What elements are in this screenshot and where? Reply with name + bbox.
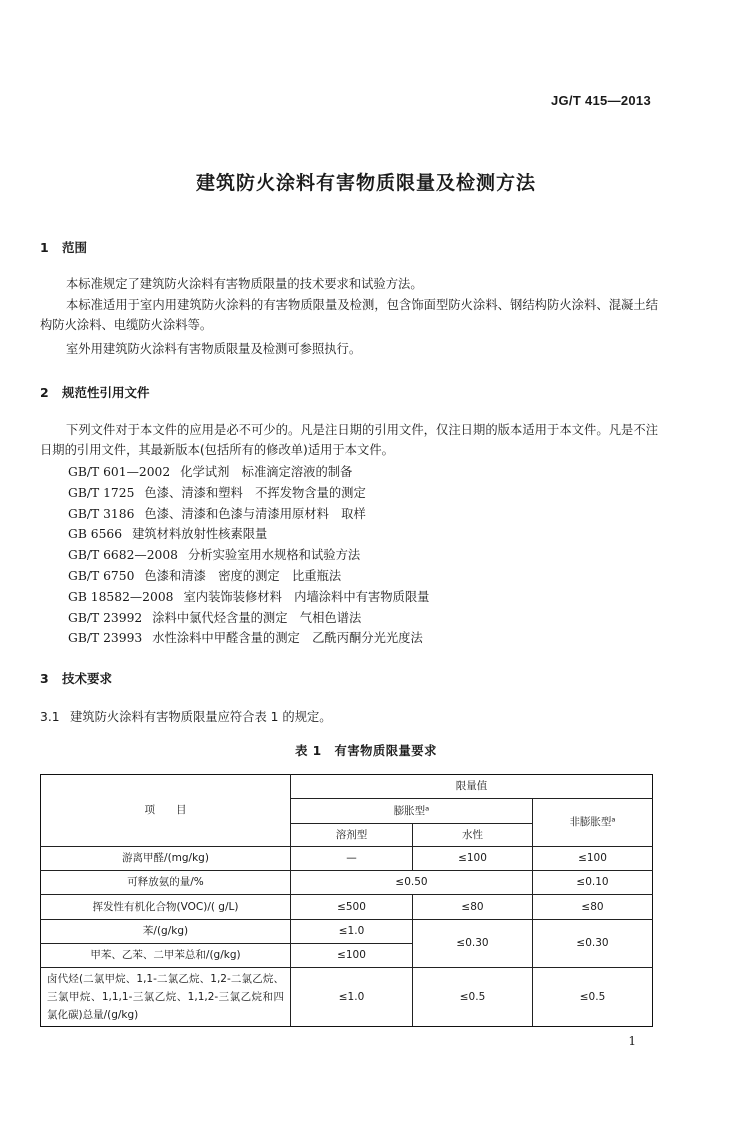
cell-halo-non: ≤0.5 [533, 968, 653, 1027]
row-item-halogenated: 卤代烃(二氯甲烷、1,1-二氯乙烷、1,2-二氯乙烷、三氯甲烷、1,1,1-三氯乙烷、1,1,2-三氯乙烷和四氯化碳)总量/(g/kg) [41, 968, 291, 1027]
cell-voc-non: ≤80 [533, 895, 653, 920]
reference-title: 色漆和清漆 密度的测定 比重瓶法 [144, 568, 342, 583]
reference-code: GB/T 3186 [68, 506, 135, 521]
cell-formaldehyde-non: ≤100 [533, 847, 653, 871]
section-2-heading [40, 383, 150, 401]
document-title: 建筑防火涂料有害物质限量及检测方法 [195, 172, 536, 194]
cell-btx-solvent: ≤100 [291, 944, 413, 968]
cell-ammonia-intumescent: ≤0.50 [291, 871, 533, 895]
table-row [41, 895, 653, 920]
header-limit: 限量值 [291, 775, 653, 799]
table-row [41, 920, 653, 944]
cell-ammonia-non: ≤0.10 [533, 871, 653, 895]
header-non-intumescent: 非膨胀型ᵃ [533, 799, 653, 847]
cell-voc-water: ≤80 [413, 895, 533, 920]
cell-benzene-solvent: ≤1.0 [291, 920, 413, 944]
row-item-voc: 挥发性有机化合物(VOC)/( g/L) [41, 895, 291, 920]
standard-number: JG/T 415—2013 [550, 93, 651, 108]
reference-code: GB/T 6682—2008 [68, 548, 178, 563]
table-1-limits [40, 774, 653, 1027]
reference-title: 水性涂料中甲醛含量的测定 乙酰丙酮分光光度法 [152, 631, 423, 646]
table-header-row [41, 775, 653, 799]
clause-number: 3.1 [40, 710, 60, 724]
table-row [41, 847, 653, 871]
reference-code: GB/T 23992 [68, 610, 143, 625]
table-row [41, 968, 653, 1027]
section-1-number: 1 [40, 240, 49, 255]
reference-title: 涂料中氯代烃含量的测定 气相色谱法 [152, 610, 362, 625]
row-item-btx: 甲苯、乙苯、二甲苯总和/(g/kg) [41, 944, 291, 968]
section-1-para-1: 本标准规定了建筑防火涂料有害物质限量的技术要求和试验方法。 [66, 277, 423, 291]
section-3-heading [40, 669, 112, 687]
reference-code: GB 18582—2008 [68, 589, 174, 604]
reference-item [68, 587, 429, 608]
header-solvent: 溶剂型 [291, 824, 413, 847]
reference-item [68, 524, 429, 545]
section-2-intro: 下列文件对于本文件的应用是必不可少的。凡是注日期的引用文件，仅注日期的版本适用于本文件。凡是不注日期的引用文件，其最新版本(包括所有的修改单)适用于本文件。 [40, 423, 658, 457]
reference-title: 色漆、清漆和塑料 不挥发物含量的测定 [144, 485, 366, 500]
reference-code: GB/T 6750 [68, 568, 135, 583]
cell-voc-solvent: ≤500 [291, 895, 413, 920]
reference-item [68, 483, 429, 504]
reference-item [68, 608, 429, 629]
table-row [41, 871, 653, 895]
reference-item [68, 462, 429, 483]
section-1-title: 范围 [62, 240, 88, 255]
reference-code: GB/T 1725 [68, 485, 135, 500]
reference-code: GB 6566 [68, 527, 123, 542]
reference-title: 室内装饰装修材料 内墙涂料中有害物质限量 [183, 589, 430, 604]
reference-code: GB/T 601—2002 [68, 465, 171, 479]
section-1-para-3: 室外用建筑防火涂料有害物质限量及检测可参照执行。 [66, 342, 362, 356]
reference-title: 分析实验室用水规格和试验方法 [188, 548, 361, 563]
row-item-formaldehyde: 游离甲醛/(mg/kg) [41, 847, 291, 871]
cell-halo-solvent: ≤1.0 [291, 968, 413, 1027]
section-1-heading [40, 238, 87, 256]
row-item-ammonia: 可释放氨的量/% [41, 871, 291, 895]
reference-item [68, 628, 429, 649]
reference-title: 化学试剂 标准滴定溶液的制备 [180, 465, 353, 479]
reference-title: 建筑材料放射性核素限量 [132, 527, 268, 542]
cell-benzene-btx-non: ≤0.30 [533, 920, 653, 968]
reference-item [68, 504, 429, 525]
section-1-para-2: 本标准适用于室内用建筑防火涂料的有害物质限量及检测，包含饰面型防火涂料、钢结构防火涂料、混凝土结构防火涂料、电缆防火涂料等。 [40, 298, 658, 332]
reference-item [68, 566, 429, 587]
header-item: 项 目 [41, 775, 291, 847]
normative-references-list [68, 462, 429, 649]
section-3-title: 技术要求 [62, 671, 113, 686]
section-3-number: 3 [40, 671, 49, 686]
reference-item [68, 545, 429, 566]
cell-formaldehyde-solvent: — [291, 847, 413, 871]
clause-text: 建筑防火涂料有害物质限量应符合表 1 的规定。 [70, 710, 332, 724]
row-item-benzene: 苯/(g/kg) [41, 920, 291, 944]
clause-3-1 [40, 707, 332, 725]
table-1-caption: 表 1 有害物质限量要求 [295, 744, 437, 758]
cell-formaldehyde-water: ≤100 [413, 847, 533, 871]
section-2-title: 规范性引用文件 [62, 385, 150, 400]
cell-benzene-btx-water: ≤0.30 [413, 920, 533, 968]
page-number: 1 [628, 1034, 636, 1048]
header-water: 水性 [413, 824, 533, 847]
section-2-number: 2 [40, 385, 49, 400]
cell-halo-water: ≤0.5 [413, 968, 533, 1027]
header-intumescent: 膨胀型ᵃ [291, 799, 533, 824]
reference-code: GB/T 23993 [68, 631, 143, 646]
reference-title: 色漆、清漆和色漆与清漆用原材料 取样 [144, 506, 366, 521]
